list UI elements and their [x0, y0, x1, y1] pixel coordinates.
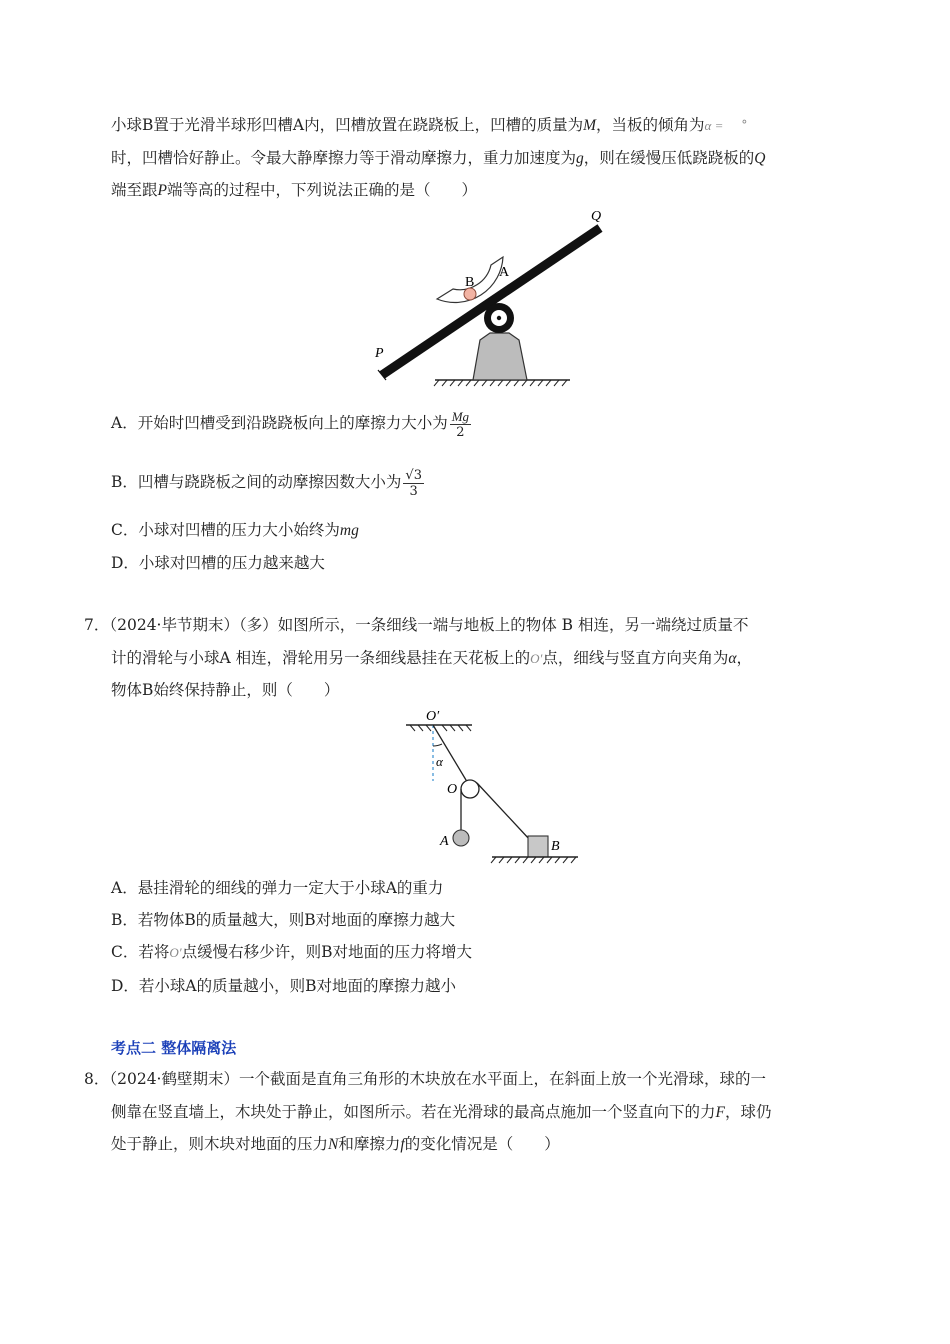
label-O: O	[447, 782, 458, 797]
option-text: A．开始时凹槽受到沿跷跷板向上的摩擦力大小为	[111, 414, 448, 432]
string-to-B	[477, 783, 530, 840]
option-text: D．小球对凹槽的压力越来越大	[111, 554, 325, 572]
fraction-numerator: √3	[405, 467, 422, 483]
option-text: B．凹槽与跷跷板之间的动摩擦因数大小为	[111, 473, 402, 491]
q6-option-B[interactable]	[111, 462, 424, 502]
section-heading: 考点二 整体隔离法	[111, 1039, 237, 1057]
pivot-support	[473, 333, 527, 380]
q7-var-O-prime: O′	[530, 651, 543, 666]
q6-option-D[interactable]	[111, 552, 325, 574]
q6-stem-line2	[111, 147, 765, 170]
option-text: C．若将	[111, 943, 170, 961]
floor-hatch	[491, 857, 576, 863]
q7-var-alpha: α	[728, 650, 737, 667]
q7-text: ，	[736, 649, 753, 667]
q6-stem-line3	[111, 179, 477, 202]
q6-degree: °	[741, 118, 748, 132]
q6-stem-line1	[111, 114, 747, 137]
q8-text: ，球仍	[724, 1103, 772, 1121]
q8-var-N: N	[328, 1136, 339, 1153]
fraction-numerator: Mg	[451, 408, 470, 424]
pulley-figure	[400, 706, 580, 868]
option-math: mg	[339, 522, 359, 539]
q7-option-B[interactable]	[111, 909, 455, 931]
q8-text: 和摩擦力	[338, 1135, 401, 1153]
label-Q: Q	[591, 209, 602, 224]
q7-stem-line3	[111, 679, 339, 701]
label-alpha: α	[436, 754, 443, 769]
fraction	[403, 468, 424, 499]
option-text: 点缓慢右移少许，则B对地面的压力将增大	[181, 943, 473, 961]
label-A: A	[440, 834, 449, 849]
seesaw-figure	[365, 205, 615, 390]
label-P: P	[375, 346, 384, 361]
q8-stem-line3	[111, 1133, 560, 1156]
ceiling-hatch	[410, 725, 471, 731]
q6-text: 端至跟	[111, 181, 158, 199]
option-text: A．悬挂滑轮的细线的弹力一定大于小球A的重力	[111, 879, 444, 897]
option-text: C．小球对凹槽的压力大小始终为	[111, 521, 340, 539]
q6-var-P: P	[157, 182, 167, 199]
q7-text: 点，细线与竖直方向夹角为	[542, 649, 729, 667]
q7-text: 计的滑轮与小球A 相连，滑轮用另一条细线悬挂在天花板上的	[111, 649, 531, 667]
q8-text: 侧靠在竖直墙上，木块处于静止，如图所示。若在光滑球的最高点施加一个竖直向下的力	[111, 1103, 716, 1121]
option-text: B．若物体B的质量越大，则B对地面的摩擦力越大	[111, 911, 456, 929]
q7-stem-line1	[84, 614, 748, 636]
q6-var-Q: Q	[754, 150, 766, 167]
label-O-prime: O′	[426, 709, 440, 724]
block-B	[528, 836, 548, 857]
q7-option-D[interactable]	[111, 975, 456, 997]
q8-var-f: f	[400, 1136, 405, 1153]
q6-text: ，则在缓慢压低跷跷板的	[583, 149, 755, 167]
q7-option-C[interactable]	[111, 941, 472, 964]
q8-var-F: F	[715, 1104, 725, 1121]
q6-text: 时，凹槽恰好静止。令最大静摩擦力等于滑动摩擦力，重力加速度为	[111, 149, 577, 167]
q6-text: ，当板的倾角为	[596, 116, 705, 134]
q8-text: 处于静止，则木块对地面的压力	[111, 1135, 329, 1153]
pivot-pin	[497, 316, 501, 320]
q6-var-M: M	[583, 117, 597, 134]
option-text: D．若小球A的质量越小，则B对地面的摩擦力越小	[111, 977, 457, 995]
label-A: A	[499, 265, 510, 280]
ground-hatch	[434, 380, 567, 386]
q6-option-C[interactable]	[111, 519, 359, 542]
fraction-denominator: 3	[409, 483, 418, 499]
option-math: O′	[169, 945, 182, 960]
fraction-denominator: 2	[456, 424, 465, 440]
q7-option-A[interactable]	[111, 877, 443, 899]
label-B: B	[465, 275, 475, 290]
fraction	[450, 409, 471, 440]
angle-arc	[433, 744, 442, 746]
pulley	[461, 780, 479, 798]
q6-alpha-eq: α =	[704, 118, 724, 133]
ball-A	[453, 830, 469, 846]
q8-text: 的变化情况是（ ）	[404, 1135, 560, 1153]
q6-var-g: g	[576, 150, 584, 167]
q8-stem-line2	[111, 1101, 772, 1124]
q7-text: 物体B始终保持静止，则（ ）	[111, 681, 340, 699]
q8-text: 8．（2024·鹤壁期末）一个截面是直角三角形的木块放在水平面上，在斜面上放一个光滑球，球的一	[84, 1070, 766, 1088]
q8-stem-line1	[84, 1068, 766, 1090]
q6-option-A[interactable]	[111, 403, 471, 443]
q6-text: 端等高的过程中，下列说法正确的是（ ）	[166, 181, 477, 199]
q6-text: 小球B置于光滑半球形凹槽A内，凹槽放置在跷跷板上，凹槽的质量为	[111, 116, 584, 134]
label-B: B	[551, 839, 560, 854]
q7-text: 7．（2024·毕节期末）（多）如图所示，一条细线一端与地板上的物体 B 相连，另一端绕过质量不	[84, 616, 749, 634]
q7-stem-line2	[111, 647, 752, 670]
